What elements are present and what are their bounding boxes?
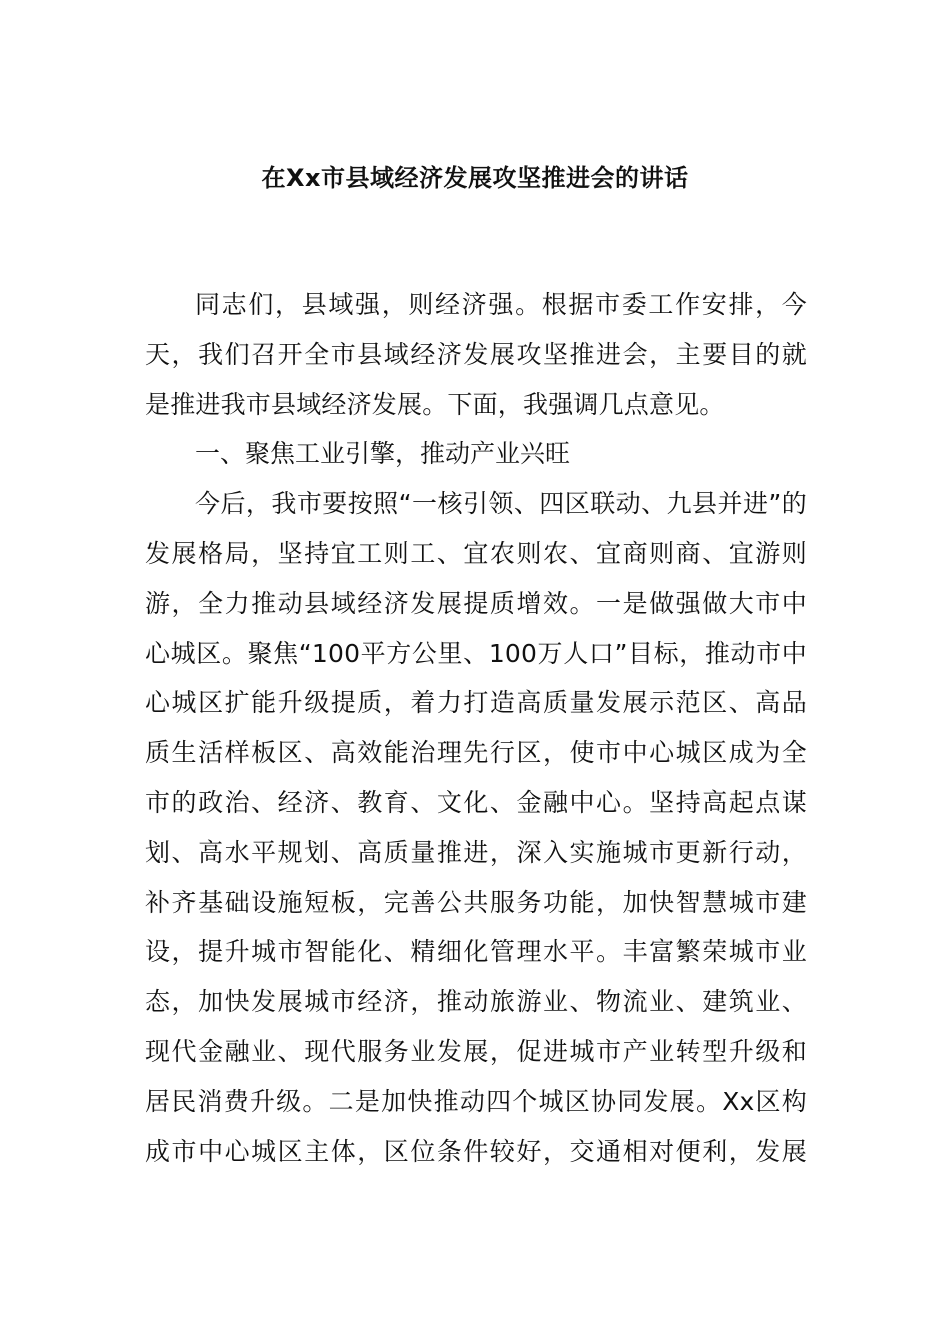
text-line: 态，加快发展城市经济，推动旅游业、物流业、建筑业、 <box>145 987 807 1017</box>
text-line: 今后，我市要按照“一核引领、四区联动、九县并进”的 <box>195 489 807 519</box>
paragraph-opening <box>145 280 807 429</box>
document-title: 在Xx市县域经济发展攻坚推进会的讲话 <box>261 164 689 192</box>
document-body <box>145 280 807 1176</box>
text-line: 补齐基础设施短板，完善公共服务功能，加快智慧城市建 <box>145 887 807 917</box>
text-line: 成市中心城区主体，区位条件较好，交通相对便利，发展 <box>145 1136 807 1166</box>
text-line: 现代金融业、现代服务业发展，促进城市产业转型升级和 <box>145 1036 807 1066</box>
text-line: 发展格局，坚持宜工则工、宜农则农、宜商则商、宜游则 <box>145 538 807 568</box>
text-line: 划、高水平规划、高质量推进，深入实施城市更新行动， <box>145 837 807 867</box>
text-line: 心城区。聚焦“100平方公里、100万人口”目标，推动市中 <box>145 638 807 668</box>
text-line: 市的政治、经济、教育、文化、金融中心。坚持高起点谋 <box>145 787 807 817</box>
paragraph-section-one <box>145 479 807 1176</box>
text-line: 游，全力推动县域经济发展提质增效。一是做强做大市中 <box>145 588 807 618</box>
text-line: 居民消费升级。二是加快推动四个城区协同发展。Xx区构 <box>145 1086 807 1116</box>
text-line: 设，提升城市智能化、精细化管理水平。丰富繁荣城市业 <box>145 937 807 967</box>
text-line: 天，我们召开全市县域经济发展攻坚推进会，主要目的就 <box>145 339 807 369</box>
text-line: 质生活样板区、高效能治理先行区，使市中心城区成为全 <box>145 738 807 768</box>
text-line: 心城区扩能升级提质，着力打造高质量发展示范区、高品 <box>145 688 807 718</box>
section-heading: 一、聚焦工业引擎，推动产业兴旺 <box>195 439 571 469</box>
text-line: 同志们，县域强，则经济强。根据市委工作安排，今 <box>195 290 807 319</box>
text-line: 是推进我市县域经济发展。下面，我强调几点意见。 <box>145 389 725 419</box>
